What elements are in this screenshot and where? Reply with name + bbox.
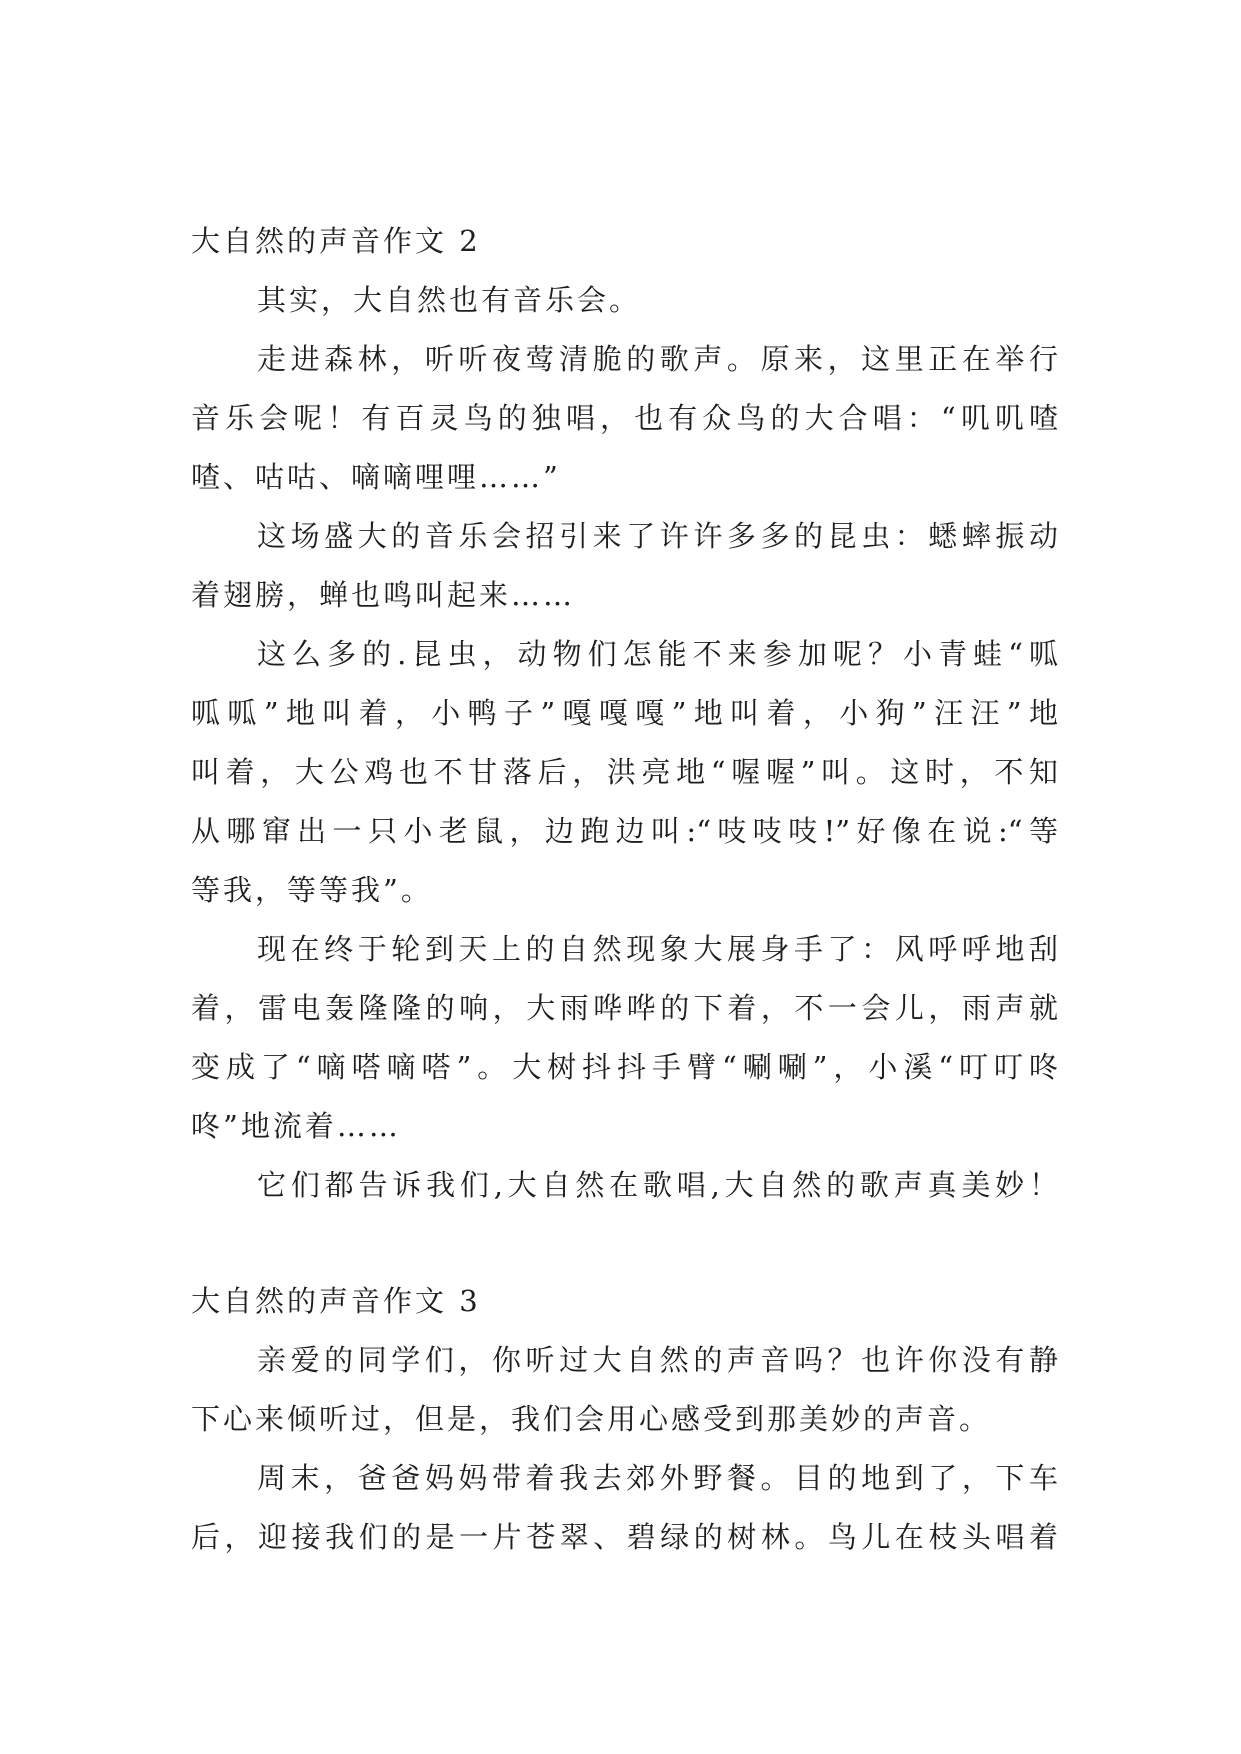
paragraph-line: 下心来倾听过，但是，我们会用心感受到那美妙的声音。 xyxy=(191,1402,992,1436)
paragraph-line: 呱呱”地叫着，小鸭子”嘎嘎嘎”地叫着，小狗”汪汪”地 xyxy=(191,696,1058,730)
section-divider xyxy=(191,1215,1058,1272)
paragraph xyxy=(191,330,1058,507)
paragraph-line: 这么多的.昆虫，动物们怎能不来参加呢？小青蛙“呱 xyxy=(257,637,1058,671)
paragraph-line: 周末，爸爸妈妈带着我去郊外野餐。目的地到了，下车 xyxy=(257,1461,1058,1495)
paragraph-line: 其实，大自然也有音乐会。 xyxy=(257,283,642,317)
paragraph-line: 这场盛大的音乐会招引来了许许多多的昆虫：蟋蟀振动 xyxy=(257,519,1058,553)
paragraph-line: 叫着，大公鸡也不甘落后，洪亮地“喔喔”叫。这时，不知 xyxy=(191,755,1058,789)
paragraph xyxy=(191,507,1058,625)
section-title: 大自然的声音作文 2 xyxy=(191,224,481,258)
paragraph-line: 后，迎接我们的是一片苍翠、碧绿的树林。鸟儿在枝头唱着 xyxy=(191,1520,1058,1554)
paragraph xyxy=(191,271,1058,330)
paragraph-line: 走进森林，听听夜莺清脆的歌声。原来，这里正在举行 xyxy=(257,342,1058,376)
essay-section xyxy=(191,212,1058,1215)
paragraph-line: 咚”地流着…… xyxy=(191,1109,401,1143)
paragraph xyxy=(191,1449,1058,1567)
paragraph xyxy=(191,920,1058,1156)
paragraph-line: 亲爱的同学们，你听过大自然的声音吗？也许你没有静 xyxy=(257,1343,1058,1377)
paragraph-line: 它们都告诉我们,大自然在歌唱,大自然的歌声真美妙！ xyxy=(257,1168,1058,1202)
document-page xyxy=(191,212,1058,1567)
paragraph-line: 着，雷电轰隆隆的响，大雨哗哗的下着，不一会儿，雨声就 xyxy=(191,991,1058,1025)
paragraph xyxy=(191,1331,1058,1449)
section-title: 大自然的声音作文 3 xyxy=(191,1284,481,1318)
paragraph-line: 变成了“嘀嗒嘀嗒”。大树抖抖手臂“唰唰”，小溪“叮叮咚 xyxy=(191,1050,1058,1084)
paragraph-line: 从哪窜出一只小老鼠，边跑边叫:“吱吱吱!”好像在说:“等 xyxy=(191,814,1058,848)
essay-section xyxy=(191,1272,1058,1567)
paragraph-line: 着翅膀，蝉也鸣叫起来…… xyxy=(191,578,576,612)
paragraph xyxy=(191,1156,1058,1215)
paragraph xyxy=(191,625,1058,920)
paragraph-line: 音乐会呢！有百灵鸟的独唱，也有众鸟的大合唱：“叽叽喳 xyxy=(191,401,1058,435)
paragraph-line: 等我，等等我”。 xyxy=(191,873,433,907)
paragraph-line: 现在终于轮到天上的自然现象大展身手了：风呼呼地刮 xyxy=(257,932,1058,966)
paragraph-line: 喳、咕咕、嘀嘀哩哩……” xyxy=(191,460,561,494)
